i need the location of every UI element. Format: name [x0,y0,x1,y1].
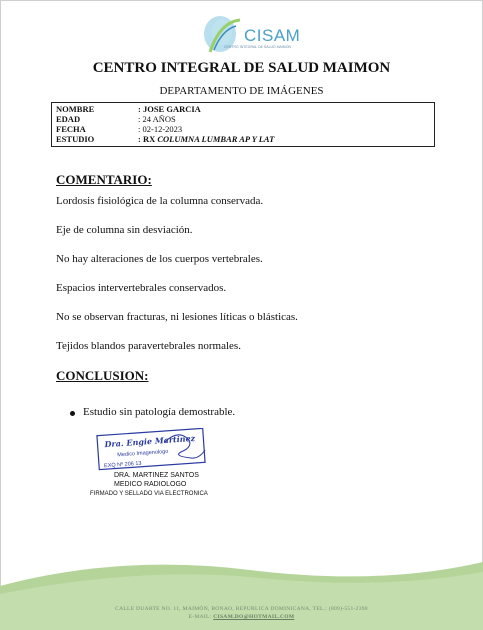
comment-line: Lordosis fisiológica de la columna conservada. [56,195,264,207]
footer-email-line [0,614,483,620]
study-name: COLUMNA LUMBAR AP Y LAT [157,134,275,144]
comment-line: Espacios intervertebrales conservados. [56,282,227,294]
study-prefix: : RX [138,134,158,144]
doctor-role: MEDICO RADIOLOGO [114,481,187,488]
study-date: : 02-12-2023 [138,124,183,134]
logo-name: CISAM [244,26,301,45]
study-type [138,134,274,144]
comment-line: No hay alteraciones de los cuerpos vertebrales. [56,253,263,265]
comment-line: Eje de columna sin desviación. [56,224,193,236]
patient-info-box [51,102,435,147]
patient-name: : JOSE GARCIA [138,104,201,114]
row-label: EDAD [56,114,81,124]
row-label: NOMBRE [56,104,95,114]
stamp-role: Medico Imagenologo [117,448,169,459]
bullet-icon [70,411,75,416]
signature-block [114,471,199,489]
conclusion-heading: CONCLUSION: [56,368,149,383]
comment-line: No se observan fracturas, ni lesiones líticas o blásticas. [56,311,298,323]
email-label: E-MAIL: [188,614,214,620]
patient-age: : 24 AÑOS [138,114,176,124]
comment-line: Tejidos blandos paravertebrales normales. [56,340,241,352]
patient-row-name [56,104,430,114]
stamp-name: Dra. Engie Martinez [104,432,196,450]
signature-note: FIRMADO Y SELLADO VIA ELECTRONICA [90,491,208,497]
page-title: CENTRO INTEGRAL DE SALUD MAIMON [92,60,391,76]
doctor-name: DRA. MARTINEZ SANTOS [114,472,199,479]
footer-address: CALLE DUARTE NO. 11, MAIMÓN, BONAO, REPUBLICA DOMINICANA, TEL.: (809)-551-2390 [115,606,368,612]
patient-row-study [56,134,430,144]
row-label: FECHA [56,124,86,134]
department-label: DEPARTAMENTO DE IMÁGENES [159,85,324,97]
stamp-exq: EXQ Nº 206 13 [103,460,142,470]
logo-emblem-icon [196,12,248,56]
patient-row-date [56,124,430,134]
cisam-logo [196,12,306,56]
logo-subtitle: CENTRO INTEGRAL DE SALUD MAIMON [224,45,291,49]
patient-row-age [56,114,430,124]
doctor-stamp-signature [95,428,210,473]
conclusion-text: Estudio sin patología demostrable. [83,406,236,418]
email-link[interactable]: CISAM.DO@HOTMAIL.COM [213,614,295,620]
row-label: ESTUDIO [56,134,95,144]
comment-heading: COMENTARIO: [56,172,152,187]
